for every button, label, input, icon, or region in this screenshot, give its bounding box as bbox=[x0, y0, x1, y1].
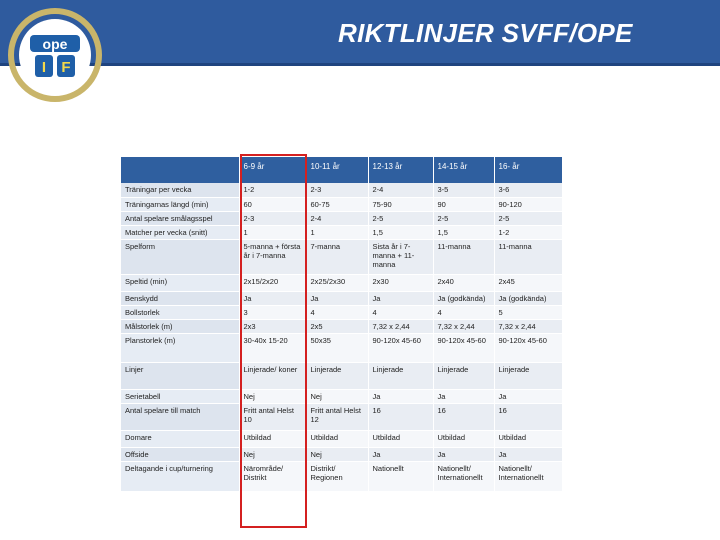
table-cell: 2x25/2x30 bbox=[306, 274, 368, 291]
row-label: Antal spelare smålagsspel bbox=[121, 211, 239, 225]
table-row bbox=[121, 447, 562, 461]
table-cell: 2x3 bbox=[239, 319, 306, 333]
table-cell: Ja (godkända) bbox=[433, 291, 494, 305]
table-cell: 2-5 bbox=[368, 211, 433, 225]
table-body bbox=[121, 183, 562, 491]
table-cell: 90-120x 45-60 bbox=[494, 333, 562, 362]
table-cell: Nationellt/ Internationellt bbox=[433, 461, 494, 491]
table-cell: 16 bbox=[433, 403, 494, 430]
column-header: 10-11 år bbox=[306, 157, 368, 183]
table-cell: Ja bbox=[306, 291, 368, 305]
row-label: Deltagande i cup/turnering bbox=[121, 461, 239, 491]
crest-letter-right: F bbox=[61, 59, 71, 76]
table-cell: Ja (godkända) bbox=[494, 291, 562, 305]
row-label: Planstorlek (m) bbox=[121, 333, 239, 362]
column-header: 16- år bbox=[494, 157, 562, 183]
table-cell: Nationellt/ Internationellt bbox=[494, 461, 562, 491]
table-cell: 3-5 bbox=[433, 183, 494, 197]
table-cell: Linjerade bbox=[494, 362, 562, 389]
table-cell: Ja bbox=[433, 389, 494, 403]
table-row bbox=[121, 305, 562, 319]
row-label: Domare bbox=[121, 430, 239, 447]
row-label: Serietabell bbox=[121, 389, 239, 403]
row-label: Antal spelare till match bbox=[121, 403, 239, 430]
table-cell: Utbildad bbox=[239, 430, 306, 447]
row-label: Matcher per vecka (snitt) bbox=[121, 225, 239, 239]
table-cell: Ja bbox=[368, 447, 433, 461]
table-cell: 2x15/2x20 bbox=[239, 274, 306, 291]
table-row bbox=[121, 239, 562, 274]
table-cell: 90 bbox=[433, 197, 494, 211]
table-cell: 3 bbox=[239, 305, 306, 319]
table-cell: 4 bbox=[306, 305, 368, 319]
table-cell: 1,5 bbox=[368, 225, 433, 239]
table-cell: 1 bbox=[239, 225, 306, 239]
table-cell: Fritt antal Helst 12 bbox=[306, 403, 368, 430]
table-cell: 1-2 bbox=[494, 225, 562, 239]
table-cell: Linjerade/ koner bbox=[239, 362, 306, 389]
crest-letter-left: I bbox=[41, 59, 47, 76]
table-cell: Sista år i 7-manna + 11-manna bbox=[368, 239, 433, 274]
table-cell: 1,5 bbox=[433, 225, 494, 239]
table-cell: Nej bbox=[306, 389, 368, 403]
table-cell: Utbildad bbox=[368, 430, 433, 447]
table-cell: 1 bbox=[306, 225, 368, 239]
page-title: RIKTLINJER SVFF/OPE bbox=[338, 18, 633, 48]
table-cell: Ja bbox=[494, 389, 562, 403]
table-cell: 7,32 x 2,44 bbox=[494, 319, 562, 333]
table-cell: Utbildad bbox=[433, 430, 494, 447]
table-cell: 4 bbox=[368, 305, 433, 319]
table-cell: 2-4 bbox=[368, 183, 433, 197]
table-cell: 4 bbox=[433, 305, 494, 319]
table-cell: 5-manna + första år i 7-manna bbox=[239, 239, 306, 274]
table-cell: Ja bbox=[494, 447, 562, 461]
header-stripe bbox=[0, 63, 720, 66]
table-cell: 7,32 x 2,44 bbox=[433, 319, 494, 333]
table-row bbox=[121, 319, 562, 333]
table-row bbox=[121, 333, 562, 362]
row-label: Linjer bbox=[121, 362, 239, 389]
column-header: 6-9 år bbox=[239, 157, 306, 183]
table-cell: Fritt antal Helst 10 bbox=[239, 403, 306, 430]
row-label: Speltid (min) bbox=[121, 274, 239, 291]
table-cell: Linjerade bbox=[433, 362, 494, 389]
table-cell: 7-manna bbox=[306, 239, 368, 274]
table-row bbox=[121, 211, 562, 225]
table-cell: 90-120 bbox=[494, 197, 562, 211]
row-label: Träningarnas längd (min) bbox=[121, 197, 239, 211]
row-label: Spelform bbox=[121, 239, 239, 274]
table-cell: 5 bbox=[494, 305, 562, 319]
table-cell: 30-40x 15-20 bbox=[239, 333, 306, 362]
table-cell: 50x35 bbox=[306, 333, 368, 362]
table-cell: Ja bbox=[433, 447, 494, 461]
table-row bbox=[121, 183, 562, 197]
club-crest-icon bbox=[5, 5, 105, 105]
table-cell: Distrikt/ Regionen bbox=[306, 461, 368, 491]
table-cell: 11-manna bbox=[494, 239, 562, 274]
table-cell: 16 bbox=[494, 403, 562, 430]
table-cell: 90-120x 45-60 bbox=[368, 333, 433, 362]
row-label: Offside bbox=[121, 447, 239, 461]
table-cell: 7,32 x 2,44 bbox=[368, 319, 433, 333]
table-cell: 16 bbox=[368, 403, 433, 430]
table-cell: 2-5 bbox=[494, 211, 562, 225]
table-cell: 2-3 bbox=[306, 183, 368, 197]
table-cell: 2x40 bbox=[433, 274, 494, 291]
table-row bbox=[121, 225, 562, 239]
table-cell: 1-2 bbox=[239, 183, 306, 197]
table-cell: 2-5 bbox=[433, 211, 494, 225]
table-row bbox=[121, 389, 562, 403]
column-header bbox=[121, 157, 239, 183]
table-row bbox=[121, 461, 562, 491]
table-cell: 2x45 bbox=[494, 274, 562, 291]
row-label: Träningar per vecka bbox=[121, 183, 239, 197]
table-row bbox=[121, 362, 562, 389]
table-cell: 75-90 bbox=[368, 197, 433, 211]
table-cell: Ja bbox=[239, 291, 306, 305]
table-row bbox=[121, 291, 562, 305]
column-header: 14-15 år bbox=[433, 157, 494, 183]
table-cell: Utbildad bbox=[494, 430, 562, 447]
crest-top-text: ope bbox=[42, 36, 68, 52]
table-cell: Nej bbox=[239, 447, 306, 461]
row-label: Bollstorlek bbox=[121, 305, 239, 319]
guidelines-table bbox=[121, 157, 563, 492]
table-cell: Ja bbox=[368, 291, 433, 305]
crest-inner bbox=[19, 19, 91, 91]
table-cell: 3-6 bbox=[494, 183, 562, 197]
table-cell: 2x30 bbox=[368, 274, 433, 291]
table-cell: 60-75 bbox=[306, 197, 368, 211]
table-cell: Närområde/ Distrikt bbox=[239, 461, 306, 491]
table-cell: 2-3 bbox=[239, 211, 306, 225]
table-cell: Nej bbox=[306, 447, 368, 461]
table-cell: Nationellt bbox=[368, 461, 433, 491]
table-cell: 2x5 bbox=[306, 319, 368, 333]
table-header-row bbox=[121, 157, 562, 183]
table-cell: Utbildad bbox=[306, 430, 368, 447]
table-cell: Nej bbox=[239, 389, 306, 403]
table-row bbox=[121, 403, 562, 430]
table-row bbox=[121, 197, 562, 211]
table-cell: 2-4 bbox=[306, 211, 368, 225]
row-label: Målstorlek (m) bbox=[121, 319, 239, 333]
table-cell: 90-120x 45-60 bbox=[433, 333, 494, 362]
table-cell: Linjerade bbox=[306, 362, 368, 389]
table-row bbox=[121, 430, 562, 447]
table-cell: Linjerade bbox=[368, 362, 433, 389]
table-row bbox=[121, 274, 562, 291]
table-cell: Ja bbox=[368, 389, 433, 403]
column-header: 12-13 år bbox=[368, 157, 433, 183]
table-cell: 60 bbox=[239, 197, 306, 211]
table-cell: 11-manna bbox=[433, 239, 494, 274]
row-label: Benskydd bbox=[121, 291, 239, 305]
